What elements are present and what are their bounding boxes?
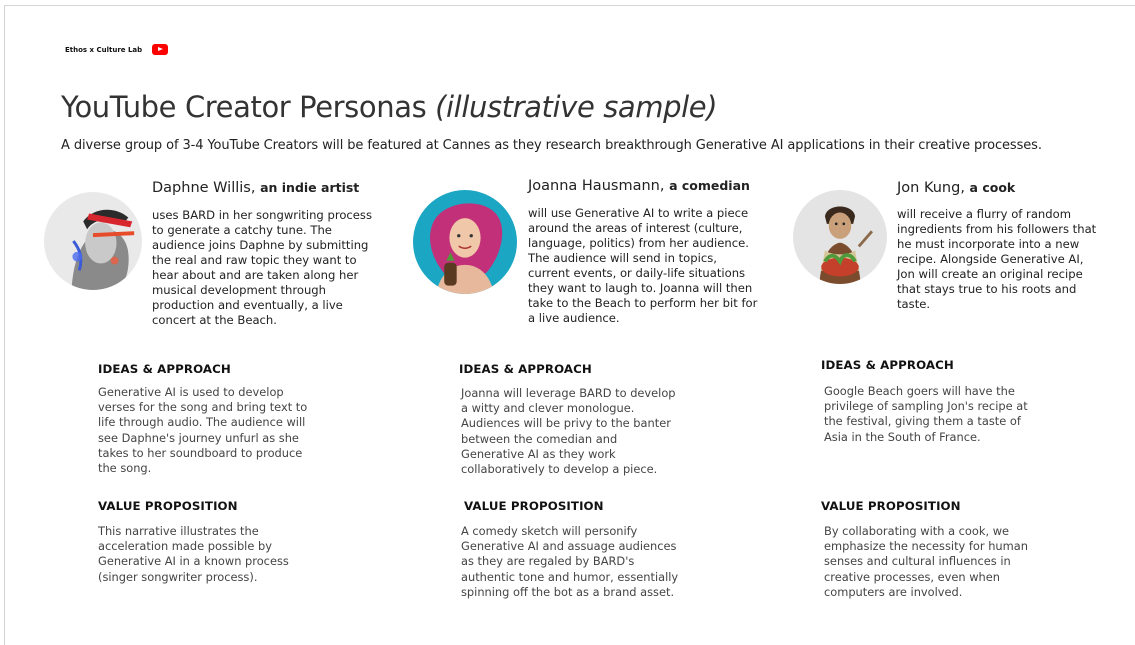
joanna-value-heading: VALUE PROPOSITION [464, 499, 604, 513]
joanna-ideas-text: Joanna will leverage BARD to develop a witty and clever monologue. Audiences will be privy to the banter between the comedian and Generative AI as they work collaboratively to develop a piece. [461, 386, 676, 477]
daphne-role: an indie artist [260, 180, 360, 195]
jon-value-heading: VALUE PROPOSITION [821, 499, 961, 513]
jon-portrait [793, 190, 887, 284]
joanna-description: will use Generative AI to write a piece around the areas of interest (culture, language, politics) from her audience. The audience will send in topics, current events, or daily-life situations they want to laugh to. Joanna will then take to the Beach to perform her bit for a live audience. [528, 206, 758, 325]
daphne-description: uses BARD in her songwriting process to generate a catchy tune. The audience joins Daphne by submitting the real and raw topic they want to hear about and are taken along her musical development through production and eventually, a live concert at the Beach. [152, 208, 373, 327]
joanna-portrait [413, 190, 517, 294]
jon-description: will receive a flurry of random ingredients from his followers that he must incorporate into a new recipe. Alongside Generative AI, Jon will create an original recipe that stays true to his roots and taste. [897, 207, 1097, 311]
brand [65, 44, 168, 55]
page-subtitle: A diverse group of 3-4 YouTube Creators will be featured at Cannes as they research breakthrough Generative AI applications in their creative processes. [61, 138, 1042, 153]
jon-ideas-heading: IDEAS & APPROACH [821, 358, 954, 372]
jon-ideas-text: Google Beach goers will have the privilege of sampling Jon's recipe at the festival, giving them a taste of Asia in the South of France. [824, 384, 1028, 444]
jon-avatar [793, 190, 887, 284]
daphne-avatar [44, 192, 142, 290]
daphne-name [152, 180, 359, 196]
jon-role: a cook [969, 180, 1016, 195]
daphne-value-heading: VALUE PROPOSITION [98, 499, 238, 513]
jon-name-text: Jon Kung, [897, 180, 970, 196]
daphne-name-text: Daphne Willis, [152, 180, 261, 196]
daphne-ideas-heading: IDEAS & APPROACH [98, 362, 231, 376]
daphne-ideas-text: Generative AI is used to develop verses for the song and bring text to life through audio. The audience will see Daphne's journey unfurl as she takes to her soundboard to produce the song. [98, 385, 308, 476]
brand-text: Ethos x Culture Lab [65, 45, 143, 54]
page-title [61, 90, 717, 124]
title-main: YouTube Creator Personas [61, 90, 436, 124]
joanna-ideas-heading: IDEAS & APPROACH [459, 362, 592, 376]
daphne-value-text: This narrative illustrates the acceleration made possible by Generative AI in a known process (singer songwriter process). [98, 524, 289, 584]
daphne-portrait [44, 192, 142, 290]
joanna-name [528, 178, 750, 194]
title-sub: (illustrative sample) [435, 90, 718, 124]
youtube-logo-icon [152, 44, 168, 55]
joanna-role: a comedian [669, 178, 750, 193]
jon-name [897, 180, 1015, 196]
joanna-avatar [413, 190, 517, 294]
jon-value-text: By collaborating with a cook, we emphasize the necessity for human senses and cultural influences in creative processes, even when computers are involved. [824, 524, 1028, 599]
joanna-name-text: Joanna Hausmann, [528, 178, 670, 194]
joanna-value-text: A comedy sketch will personify Generative AI and assuage audiences as they are regaled by BARD's authentic tone and humor, essentially spinning off the bot as a brand asset. [461, 524, 679, 599]
